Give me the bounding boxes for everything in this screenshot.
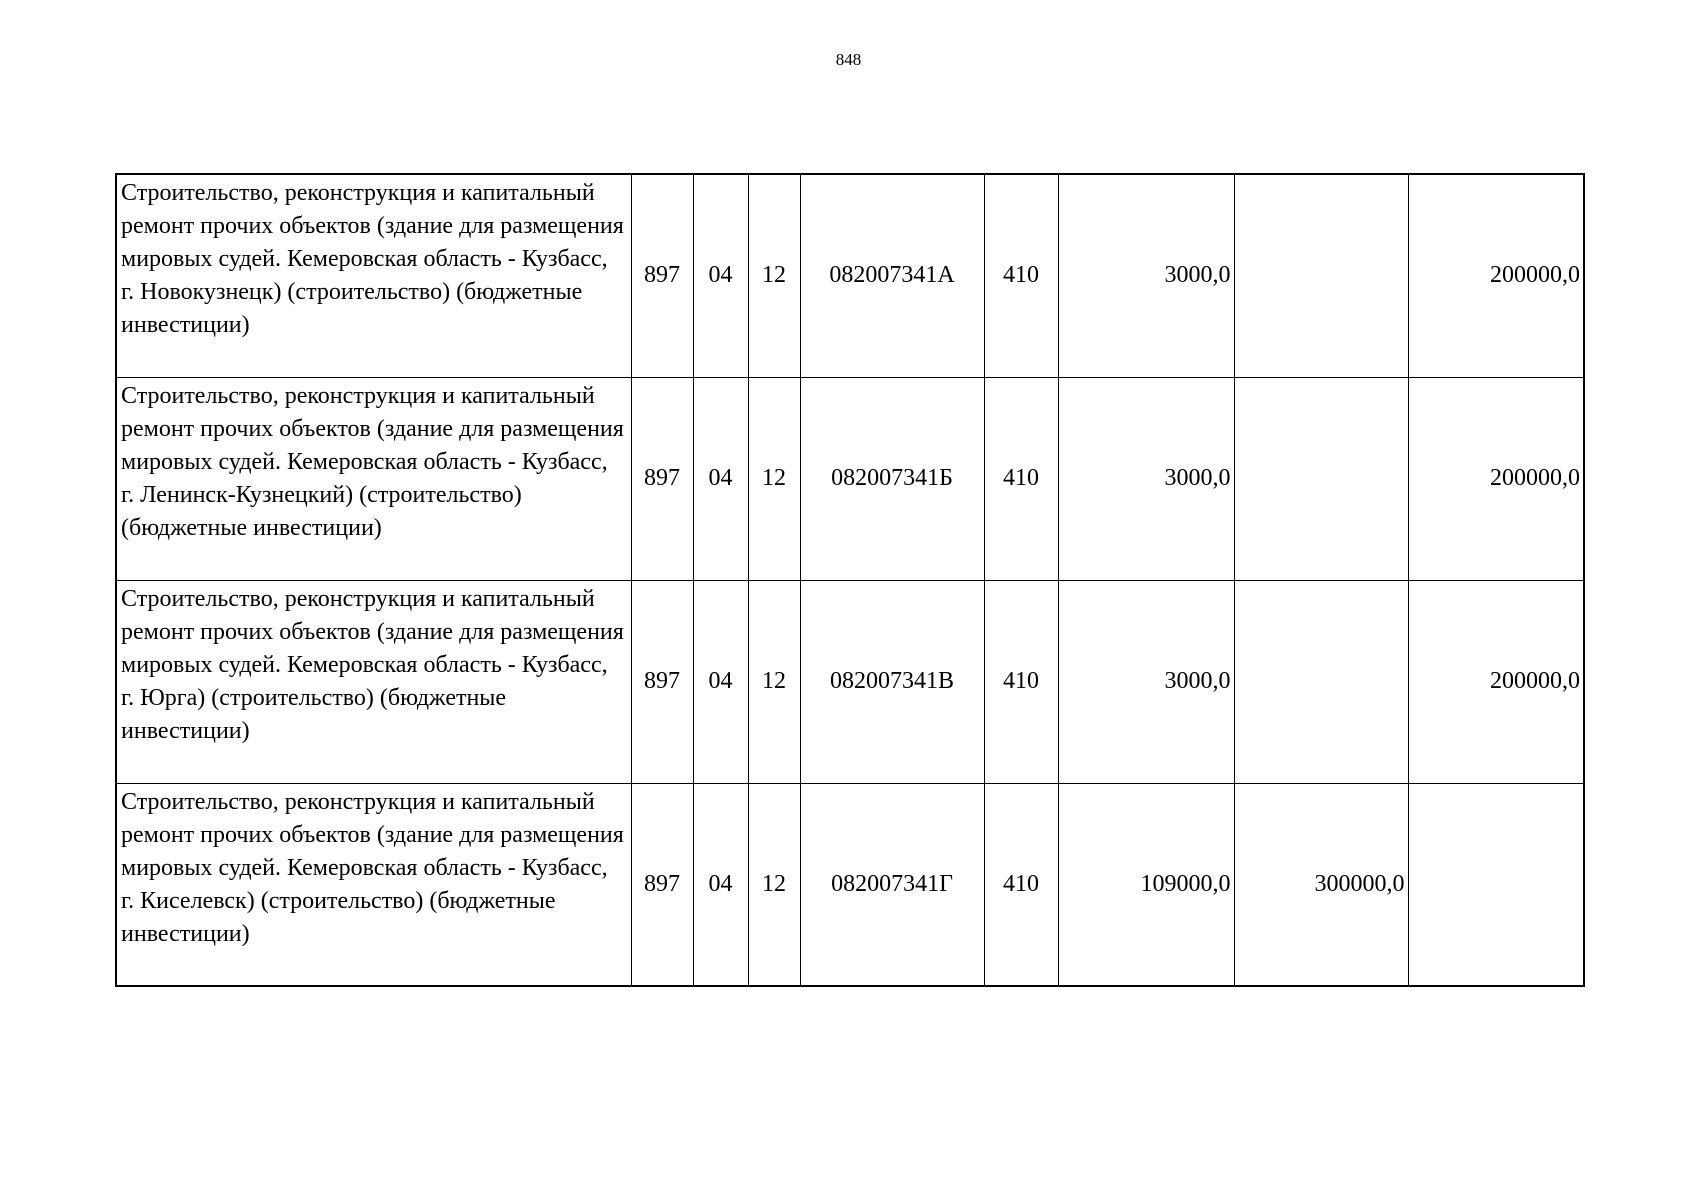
ministry-code: 897: [631, 377, 693, 580]
subsection-code: 12: [748, 783, 800, 986]
table-row: [116, 377, 1584, 580]
section-code: 04: [693, 783, 748, 986]
amount-year-1: 3000,0: [1058, 377, 1234, 580]
amount-year-2: 300000,0: [1234, 783, 1408, 986]
expense-type-code: 410: [984, 377, 1058, 580]
target-article-code: 082007341А: [800, 174, 984, 377]
amount-year-3: 200000,0: [1408, 580, 1584, 783]
subsection-code: 12: [748, 377, 800, 580]
amount-year-2: [1234, 580, 1408, 783]
ministry-code: 897: [631, 783, 693, 986]
table-row: [116, 174, 1584, 377]
target-article-code: 082007341Г: [800, 783, 984, 986]
target-article-code: 082007341Б: [800, 377, 984, 580]
amount-year-1: 3000,0: [1058, 580, 1234, 783]
row-description: Строительство, реконструкция и капитальный ремонт прочих объектов (здание для размещения мировых судей. Кемеровская область - Кузбасс, г. Киселевск) (строительство) (бюджетные инвестиции): [116, 783, 631, 986]
ministry-code: 897: [631, 174, 693, 377]
row-description: Строительство, реконструкция и капитальный ремонт прочих объектов (здание для размещения мировых судей. Кемеровская область - Кузбасс, г. Новокузнецк) (строительство) (бюджетные инвестиции): [116, 174, 631, 377]
page-number: 848: [835, 50, 862, 69]
table-row: [116, 783, 1584, 986]
section-code: 04: [693, 377, 748, 580]
section-code: 04: [693, 580, 748, 783]
amount-year-1: 109000,0: [1058, 783, 1234, 986]
amount-year-1: 3000,0: [1058, 174, 1234, 377]
expense-type-code: 410: [984, 174, 1058, 377]
row-description: Строительство, реконструкция и капитальный ремонт прочих объектов (здание для размещения мировых судей. Кемеровская область - Кузбасс, г. Юрга) (строительство) (бюджетные инвестиции): [116, 580, 631, 783]
subsection-code: 12: [748, 580, 800, 783]
expense-type-code: 410: [984, 580, 1058, 783]
section-code: 04: [693, 174, 748, 377]
row-description: Строительство, реконструкция и капитальный ремонт прочих объектов (здание для размещения мировых судей. Кемеровская область - Кузбасс, г. Ленинск-Кузнецкий) (строительство) (бюджетные инвестиции): [116, 377, 631, 580]
target-article-code: 082007341В: [800, 580, 984, 783]
amount-year-3: 200000,0: [1408, 377, 1584, 580]
subsection-code: 12: [748, 174, 800, 377]
amount-year-2: [1234, 377, 1408, 580]
table-row: [116, 580, 1584, 783]
expense-type-code: 410: [984, 783, 1058, 986]
amount-year-3: 200000,0: [1408, 174, 1584, 377]
amount-year-2: [1234, 174, 1408, 377]
ministry-code: 897: [631, 580, 693, 783]
amount-year-3: [1408, 783, 1584, 986]
budget-table: [115, 173, 1585, 987]
